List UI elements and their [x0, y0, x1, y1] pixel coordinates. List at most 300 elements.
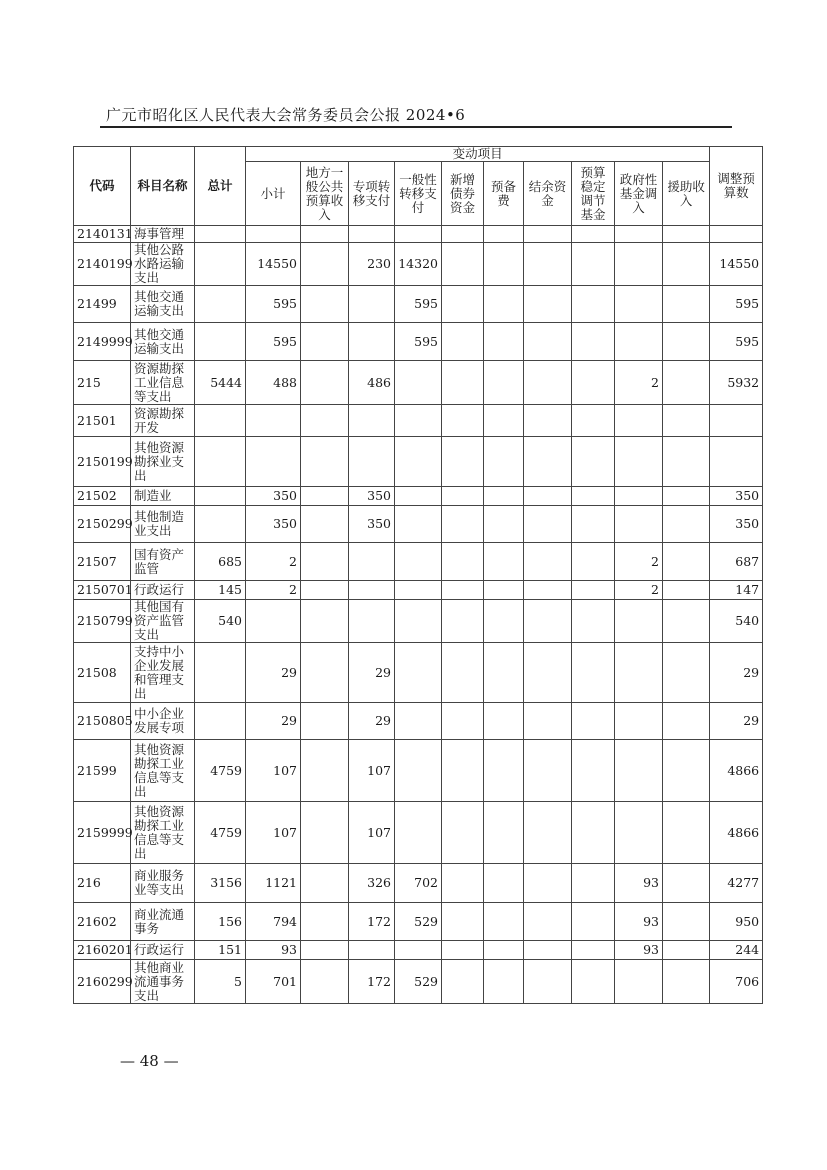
row-stabilization [572, 323, 615, 361]
row-total [195, 226, 246, 243]
row-surplus [524, 941, 572, 960]
row-adjusted: 950 [710, 903, 763, 941]
row-aid [663, 437, 710, 487]
row-surplus [524, 405, 572, 437]
row-total: 4759 [195, 802, 246, 864]
row-general-transfer [395, 437, 442, 487]
row-total: 156 [195, 903, 246, 941]
table-row [74, 960, 763, 1004]
row-gov-fund [615, 740, 663, 802]
row-reserve [484, 643, 524, 703]
row-subtotal: 107 [246, 740, 301, 802]
row-name: 支持中小企业发展和管理支出 [131, 643, 195, 703]
header-adjusted: 调整预算数 [710, 147, 763, 226]
row-special-transfer [349, 581, 395, 600]
row-reserve [484, 286, 524, 323]
row-subtotal: 14550 [246, 243, 301, 286]
row-new-bonds [442, 703, 484, 740]
header-surplus: 结余资金 [524, 162, 572, 226]
row-new-bonds [442, 903, 484, 941]
row-total [195, 243, 246, 286]
row-name: 其他资源勘探业支出 [131, 437, 195, 487]
header-rule [100, 126, 732, 128]
row-stabilization [572, 361, 615, 405]
row-reserve [484, 361, 524, 405]
row-general-transfer: 529 [395, 903, 442, 941]
row-surplus [524, 703, 572, 740]
row-local-general [301, 802, 349, 864]
row-name: 商业流通事务 [131, 903, 195, 941]
table-row [74, 740, 763, 802]
row-surplus [524, 487, 572, 506]
row-special-transfer: 172 [349, 960, 395, 1004]
row-gov-fund [615, 802, 663, 864]
row-gov-fund [615, 703, 663, 740]
table-row [74, 864, 763, 903]
budget-adjustment-table [73, 146, 763, 1004]
row-reserve [484, 600, 524, 643]
row-adjusted: 4866 [710, 740, 763, 802]
row-aid [663, 361, 710, 405]
row-gov-fund: 2 [615, 543, 663, 581]
row-adjusted: 540 [710, 600, 763, 643]
row-subtotal: 2 [246, 543, 301, 581]
table-row [74, 543, 763, 581]
row-stabilization [572, 941, 615, 960]
row-reserve [484, 543, 524, 581]
row-local-general [301, 643, 349, 703]
row-special-transfer [349, 543, 395, 581]
row-adjusted: 350 [710, 487, 763, 506]
row-name: 行政运行 [131, 581, 195, 600]
table-row [74, 361, 763, 405]
row-name: 制造业 [131, 487, 195, 506]
row-subtotal: 488 [246, 361, 301, 405]
row-special-transfer [349, 405, 395, 437]
row-special-transfer: 350 [349, 487, 395, 506]
row-aid [663, 323, 710, 361]
row-stabilization [572, 243, 615, 286]
row-code: 215 [74, 361, 131, 405]
row-general-transfer [395, 941, 442, 960]
row-special-transfer: 107 [349, 802, 395, 864]
header-special-transfer: 专项转移支付 [349, 162, 395, 226]
row-reserve [484, 864, 524, 903]
row-adjusted: 4277 [710, 864, 763, 903]
row-aid [663, 543, 710, 581]
row-aid [663, 243, 710, 286]
row-code: 2150805 [74, 703, 131, 740]
row-special-transfer: 107 [349, 740, 395, 802]
row-new-bonds [442, 740, 484, 802]
row-subtotal: 1121 [246, 864, 301, 903]
table-row [74, 703, 763, 740]
row-gov-fund: 93 [615, 941, 663, 960]
row-reserve [484, 960, 524, 1004]
row-total: 5 [195, 960, 246, 1004]
header-local-general: 地方一般公共预算收入 [301, 162, 349, 226]
row-new-bonds [442, 600, 484, 643]
row-new-bonds [442, 581, 484, 600]
row-special-transfer: 29 [349, 703, 395, 740]
row-adjusted: 4866 [710, 802, 763, 864]
row-aid [663, 506, 710, 543]
row-aid [663, 740, 710, 802]
row-new-bonds [442, 941, 484, 960]
row-code: 21501 [74, 405, 131, 437]
row-adjusted: 595 [710, 286, 763, 323]
row-code: 21602 [74, 903, 131, 941]
row-surplus [524, 600, 572, 643]
row-total [195, 323, 246, 361]
row-total [195, 506, 246, 543]
row-name: 其他国有资产监管支出 [131, 600, 195, 643]
row-total [195, 643, 246, 703]
row-general-transfer: 14320 [395, 243, 442, 286]
header-total: 总计 [195, 147, 246, 226]
row-gov-fund [615, 286, 663, 323]
row-gov-fund: 2 [615, 361, 663, 405]
header-aid: 援助收入 [663, 162, 710, 226]
row-special-transfer [349, 437, 395, 487]
row-total [195, 487, 246, 506]
row-subtotal: 93 [246, 941, 301, 960]
row-general-transfer [395, 643, 442, 703]
row-name: 其他交通运输支出 [131, 286, 195, 323]
row-surplus [524, 286, 572, 323]
row-local-general [301, 740, 349, 802]
row-local-general [301, 437, 349, 487]
row-local-general [301, 361, 349, 405]
row-stabilization [572, 506, 615, 543]
row-reserve [484, 802, 524, 864]
row-general-transfer: 702 [395, 864, 442, 903]
row-local-general [301, 323, 349, 361]
row-reserve [484, 487, 524, 506]
row-new-bonds [442, 543, 484, 581]
row-general-transfer [395, 543, 442, 581]
row-name: 其他资源勘探工业信息等支出 [131, 802, 195, 864]
row-code: 21507 [74, 543, 131, 581]
row-aid [663, 703, 710, 740]
row-name: 中小企业发展专项 [131, 703, 195, 740]
row-surplus [524, 864, 572, 903]
page-number: — 48 — [120, 1052, 179, 1070]
header-reserve: 预备费 [484, 162, 524, 226]
table-row [74, 405, 763, 437]
row-adjusted: 5932 [710, 361, 763, 405]
row-code: 2159999 [74, 802, 131, 864]
row-gov-fund [615, 405, 663, 437]
row-adjusted [710, 405, 763, 437]
row-gov-fund [615, 437, 663, 487]
row-gov-fund [615, 960, 663, 1004]
row-surplus [524, 581, 572, 600]
row-special-transfer [349, 600, 395, 643]
row-code: 2149999 [74, 323, 131, 361]
row-aid [663, 941, 710, 960]
row-surplus [524, 361, 572, 405]
table-row [74, 903, 763, 941]
row-code: 2150701 [74, 581, 131, 600]
row-new-bonds [442, 226, 484, 243]
row-reserve [484, 226, 524, 243]
table-row [74, 226, 763, 243]
row-total: 3156 [195, 864, 246, 903]
row-adjusted: 350 [710, 506, 763, 543]
table-row [74, 506, 763, 543]
row-new-bonds [442, 802, 484, 864]
row-new-bonds [442, 960, 484, 1004]
row-name: 其他资源勘探工业信息等支出 [131, 740, 195, 802]
row-stabilization [572, 226, 615, 243]
row-subtotal [246, 226, 301, 243]
row-reserve [484, 941, 524, 960]
row-code: 2160299 [74, 960, 131, 1004]
row-total [195, 703, 246, 740]
header-name: 科目名称 [131, 147, 195, 226]
row-total: 145 [195, 581, 246, 600]
row-general-transfer [395, 361, 442, 405]
row-local-general [301, 405, 349, 437]
row-subtotal [246, 405, 301, 437]
row-surplus [524, 740, 572, 802]
row-stabilization [572, 600, 615, 643]
row-gov-fund [615, 506, 663, 543]
row-aid [663, 903, 710, 941]
row-code: 21508 [74, 643, 131, 703]
row-adjusted: 687 [710, 543, 763, 581]
row-new-bonds [442, 243, 484, 286]
row-local-general [301, 864, 349, 903]
row-new-bonds [442, 864, 484, 903]
row-adjusted: 29 [710, 703, 763, 740]
row-local-general [301, 941, 349, 960]
row-gov-fund: 93 [615, 864, 663, 903]
row-code: 21599 [74, 740, 131, 802]
row-special-transfer: 29 [349, 643, 395, 703]
row-name: 其他交通运输支出 [131, 323, 195, 361]
row-name: 其他公路水路运输支出 [131, 243, 195, 286]
table-row [74, 437, 763, 487]
row-special-transfer: 350 [349, 506, 395, 543]
row-general-transfer: 595 [395, 286, 442, 323]
table-row [74, 487, 763, 506]
header-gov-fund: 政府性基金调入 [615, 162, 663, 226]
row-stabilization [572, 740, 615, 802]
row-stabilization [572, 405, 615, 437]
row-name: 国有资产监管 [131, 543, 195, 581]
row-total: 540 [195, 600, 246, 643]
header-new-bonds: 新增债券资金 [442, 162, 484, 226]
row-name: 其他制造业支出 [131, 506, 195, 543]
row-aid [663, 487, 710, 506]
row-code: 21499 [74, 286, 131, 323]
row-stabilization [572, 286, 615, 323]
row-surplus [524, 437, 572, 487]
row-total: 685 [195, 543, 246, 581]
row-code: 2160201 [74, 941, 131, 960]
row-general-transfer: 529 [395, 960, 442, 1004]
row-gov-fund [615, 243, 663, 286]
row-surplus [524, 226, 572, 243]
row-subtotal: 701 [246, 960, 301, 1004]
row-new-bonds [442, 323, 484, 361]
row-gov-fund: 93 [615, 903, 663, 941]
row-reserve [484, 405, 524, 437]
row-reserve [484, 506, 524, 543]
row-local-general [301, 243, 349, 286]
row-code: 216 [74, 864, 131, 903]
row-aid [663, 864, 710, 903]
row-adjusted [710, 437, 763, 487]
row-general-transfer [395, 740, 442, 802]
row-subtotal: 350 [246, 506, 301, 543]
row-aid [663, 226, 710, 243]
row-code: 2140131 [74, 226, 131, 243]
row-aid [663, 960, 710, 1004]
row-stabilization [572, 703, 615, 740]
row-stabilization [572, 437, 615, 487]
row-adjusted [710, 226, 763, 243]
table-body [74, 226, 763, 1004]
row-surplus [524, 802, 572, 864]
row-special-transfer [349, 323, 395, 361]
row-new-bonds [442, 643, 484, 703]
table-row [74, 802, 763, 864]
row-reserve [484, 703, 524, 740]
row-general-transfer [395, 581, 442, 600]
row-surplus [524, 543, 572, 581]
row-subtotal: 107 [246, 802, 301, 864]
row-general-transfer [395, 405, 442, 437]
header-subtotal: 小计 [246, 162, 301, 226]
row-general-transfer: 595 [395, 323, 442, 361]
row-subtotal: 595 [246, 323, 301, 361]
row-surplus [524, 243, 572, 286]
row-reserve [484, 740, 524, 802]
row-new-bonds [442, 437, 484, 487]
row-subtotal: 595 [246, 286, 301, 323]
row-local-general [301, 581, 349, 600]
row-stabilization [572, 643, 615, 703]
row-new-bonds [442, 506, 484, 543]
row-new-bonds [442, 286, 484, 323]
row-total: 4759 [195, 740, 246, 802]
row-aid [663, 802, 710, 864]
row-special-transfer: 230 [349, 243, 395, 286]
row-local-general [301, 506, 349, 543]
row-special-transfer: 486 [349, 361, 395, 405]
row-reserve [484, 903, 524, 941]
row-stabilization [572, 543, 615, 581]
row-adjusted: 595 [710, 323, 763, 361]
row-adjusted: 706 [710, 960, 763, 1004]
row-aid [663, 286, 710, 323]
row-stabilization [572, 581, 615, 600]
row-gov-fund [615, 323, 663, 361]
header-general-transfer: 一般性转移支付 [395, 162, 442, 226]
table-row [74, 600, 763, 643]
row-name: 商业服务业等支出 [131, 864, 195, 903]
row-stabilization [572, 903, 615, 941]
row-subtotal [246, 600, 301, 643]
row-new-bonds [442, 361, 484, 405]
row-general-transfer [395, 703, 442, 740]
row-new-bonds [442, 487, 484, 506]
table-row [74, 286, 763, 323]
row-surplus [524, 643, 572, 703]
row-local-general [301, 543, 349, 581]
row-code: 21502 [74, 487, 131, 506]
row-stabilization [572, 487, 615, 506]
page-header-title: 广元市昭化区人民代表大会常务委员会公报 2024•6 [106, 106, 466, 124]
row-total: 5444 [195, 361, 246, 405]
row-name: 资源勘探工业信息等支出 [131, 361, 195, 405]
row-special-transfer [349, 941, 395, 960]
row-gov-fund [615, 487, 663, 506]
row-local-general [301, 487, 349, 506]
header-stabilization: 预算稳定调节基金 [572, 162, 615, 226]
row-aid [663, 405, 710, 437]
row-code: 2150199 [74, 437, 131, 487]
row-gov-fund [615, 643, 663, 703]
header-changes-group: 变动项目 [246, 147, 710, 162]
row-local-general [301, 703, 349, 740]
row-aid [663, 581, 710, 600]
row-reserve [484, 323, 524, 361]
row-special-transfer: 172 [349, 903, 395, 941]
table-row [74, 243, 763, 286]
row-surplus [524, 903, 572, 941]
row-subtotal [246, 437, 301, 487]
row-subtotal: 350 [246, 487, 301, 506]
table-row [74, 941, 763, 960]
row-general-transfer [395, 506, 442, 543]
row-local-general [301, 286, 349, 323]
row-subtotal: 2 [246, 581, 301, 600]
row-reserve [484, 581, 524, 600]
row-special-transfer [349, 226, 395, 243]
row-general-transfer [395, 226, 442, 243]
row-total [195, 286, 246, 323]
row-total [195, 437, 246, 487]
row-special-transfer [349, 286, 395, 323]
row-name: 资源勘探开发 [131, 405, 195, 437]
row-subtotal: 29 [246, 703, 301, 740]
row-surplus [524, 506, 572, 543]
row-gov-fund [615, 226, 663, 243]
row-reserve [484, 437, 524, 487]
row-name: 行政运行 [131, 941, 195, 960]
row-name: 海事管理 [131, 226, 195, 243]
row-local-general [301, 600, 349, 643]
row-surplus [524, 323, 572, 361]
row-aid [663, 600, 710, 643]
row-special-transfer: 326 [349, 864, 395, 903]
row-subtotal: 794 [246, 903, 301, 941]
row-stabilization [572, 864, 615, 903]
row-code: 2150799 [74, 600, 131, 643]
row-name: 其他商业流通事务支出 [131, 960, 195, 1004]
row-stabilization [572, 960, 615, 1004]
table-row [74, 581, 763, 600]
row-aid [663, 643, 710, 703]
row-total [195, 405, 246, 437]
row-adjusted: 244 [710, 941, 763, 960]
row-surplus [524, 960, 572, 1004]
row-gov-fund: 2 [615, 581, 663, 600]
